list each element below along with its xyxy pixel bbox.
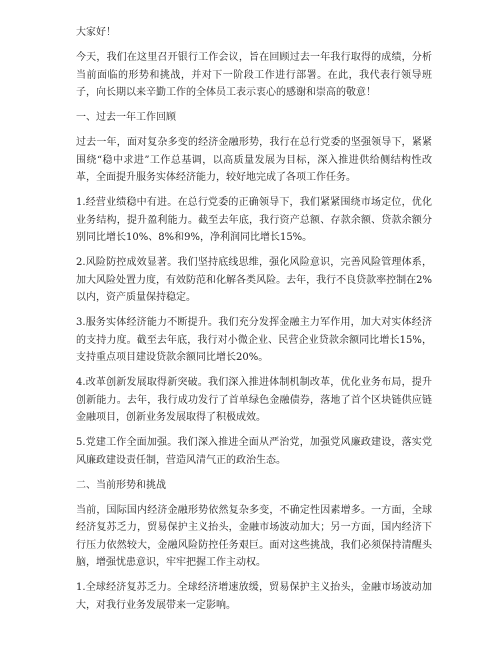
review-item-party-building: 5.党建工作全面加强。我们深入推进全面从严治党，加强党风廉政建设，落实党风廉政建设责任制，营造风清气正的政治生态。 [76,437,432,466]
review-intro-paragraph: 过去一年，面对复杂多变的经济金融形势，我行在总行党委的坚强领导下，紧紧围绕“稳中求进”工作总基调，以高质量发展为目标，深入推进供给侧结构性改革，全面提升服务实体经济能力，较好地完成了各项工作任务。 [76,137,432,183]
section-heading-review: 一、过去一年工作回顾 [76,112,176,123]
greeting: 大家好！ [76,27,116,38]
document-page [76,24,432,622]
review-item-real-economy: 3.服务实体经济能力不断提升。我们充分发挥金融主力军作用，加大对实体经济的支持力度。截至去年底，我行对小微企业、民营企业贷款余额同比增长15%，支持重点项目建设贷款余额同比增长20%。 [76,317,432,363]
review-item-performance: 1.经营业绩稳中有进。在总行党委的正确领导下，我们紧紧围绕市场定位，优化业务结构，提升盈利能力。截至去年底，我行资产总额、存款余额、贷款余额分别同比增长10%、8%和9%，净利润同比增长15%。 [76,197,432,243]
intro-paragraph: 今天，我们在这里召开银行工作会议，旨在回顾过去一年我行取得的成绩，分析当前面临的形势和挑战，并对下一阶段工作进行部署。在此，我代表行领导班子，向长期以来辛勤工作的全体员工表示衷心的感谢和崇高的敬意！ [76,52,432,98]
situation-item-global-economy: 1.全球经济复苏乏力。全球经济增速放缓，贸易保护主义抬头，金融市场波动加大，对我行业务发展带来一定影响。 [76,582,432,611]
section-heading-situation: 二、当前形势和挑战 [76,479,166,491]
situation-intro-paragraph: 当前，国际国内经济金融形势依然复杂多变，不确定性因素增多。一方面，全球经济复苏乏力，贸易保护主义抬头，金融市场波动加大；另一方面，国内经济下行压力依然较大，金融风险防控任务艰巨。面对这些挑战，我们必须保持清醒头脑，增强忧患意识，牢牢把握工作主动权。 [76,504,432,568]
review-item-reform: 4.改革创新发展取得新突破。我们深入推进体制机制改革，优化业务布局，提升创新能力。去年，我行成功发行了首单绿色金融债券，落地了首个区块链供应链金融项目，创新业务发展取得了积极成效。 [76,377,432,423]
review-item-risk-control: 2.风险防控成效显著。我们坚持底线思维，强化风险意识，完善风险管理体系，加大风险处置力度，有效防范和化解各类风险。去年，我行不良贷款率控制在2%以内，资产质量保持稳定。 [76,257,432,303]
